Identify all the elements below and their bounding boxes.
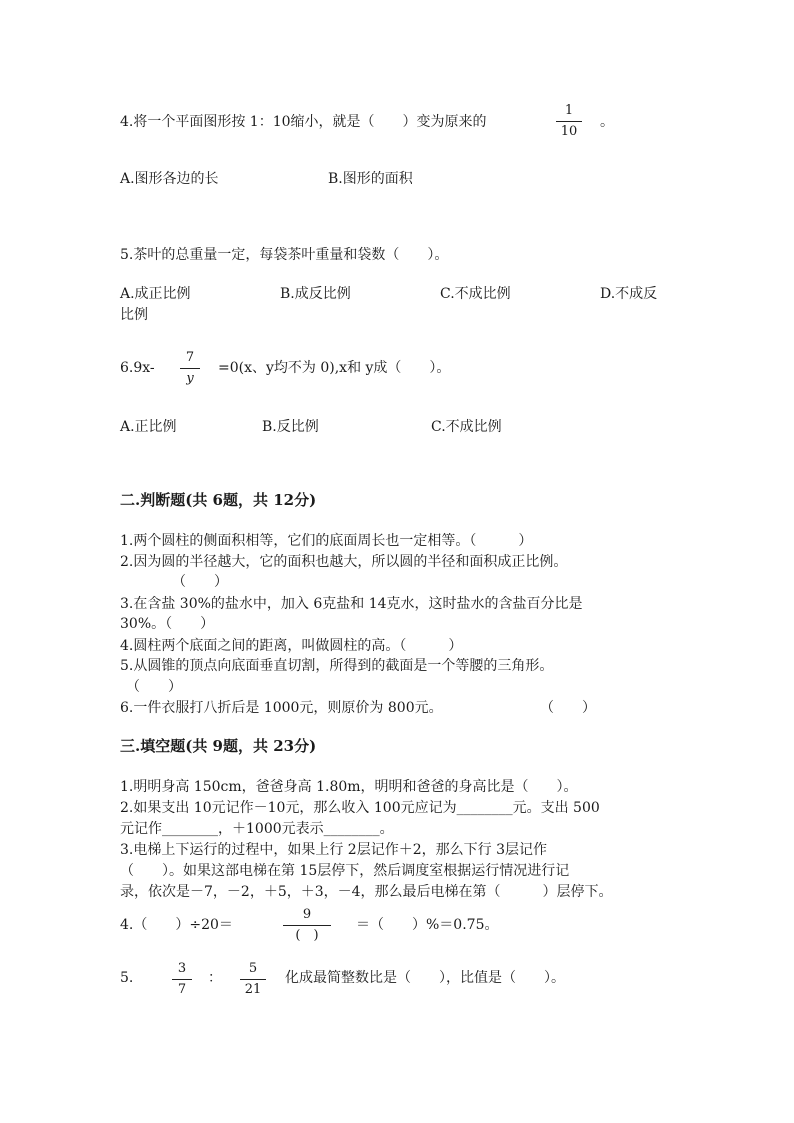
q4-option-b: B.图形的面积	[328, 171, 413, 187]
s3-line-3-wrap: （ ）。如果这部电梯在第 15层停下，然后调度室根据运行情况进行记	[120, 863, 570, 879]
s3-q5-f2-num: 5	[248, 961, 258, 976]
s2-line-4: 4.圆柱两个底面之间的距离，叫做圆柱的高。（ ）	[120, 638, 463, 654]
q4-option-a: A.图形各边的长	[120, 171, 219, 187]
s2-line-6-paren: （ ）	[540, 700, 596, 716]
q6-option-a: A.正比例	[120, 419, 177, 435]
q6-frac-num: 7	[185, 350, 195, 365]
s2-line-3: 3.在含盐 30%的盐水中，加入 6克盐和 14克水，这时盐水的含盐百分比是	[120, 596, 583, 612]
s3-q4-frac-num: 9	[302, 907, 312, 922]
s3-line-2-wrap: 元记作________，＋1000元表示________。	[120, 821, 394, 837]
s3-q4-fraction	[283, 907, 331, 944]
q5-stem: 5.茶叶的总重量一定，每袋茶叶重量和袋数（ ）。	[120, 247, 449, 263]
q5-option-d-wrap: 比例	[120, 307, 148, 323]
s2-line-2: 2.因为圆的半径越大，它的面积也越大，所以圆的半径和面积成正比例。	[120, 554, 568, 570]
s2-line-3-wrap: 30%。（ ）	[120, 616, 215, 632]
q5-option-d: D.不成反	[600, 286, 658, 302]
fraction-bar	[180, 368, 200, 369]
s3-q4-frac-den: ( )	[295, 928, 319, 943]
s3-line-2: 2.如果支出 10元记作－10元，那么收入 100元应记为________元。支出 500	[120, 800, 600, 816]
q6-stem: 6.9x-	[120, 360, 155, 376]
fraction-bar	[556, 121, 582, 122]
s3-line-1: 1.明明身高 150cm，爸爸身高 1.80m，明明和爸爸的身高比是（ ）。	[120, 779, 578, 795]
s3-q4-left: 4.（ ）÷20＝	[120, 917, 233, 933]
q5-option-c: C.不成比例	[440, 286, 511, 302]
s2-line-5-paren: （ ）	[126, 679, 182, 695]
q5-option-a: A.成正比例	[120, 286, 191, 302]
s3-q5-tail: 化成最简整数比是（ ），比值是（ ）。	[285, 970, 565, 986]
s3-q5-f1-den: 7	[177, 982, 187, 997]
s2-line-6: 6.一件衣服打八折后是 1000元，则原价为 800元。	[120, 700, 443, 716]
fraction-bar	[172, 979, 192, 980]
q4-stem-end: 。	[600, 114, 614, 130]
q6-option-b: B.反比例	[262, 419, 319, 435]
s2-line-5: 5.从圆锥的顶点向底面垂直切割，所得到的截面是一个等腰的三角形。	[120, 658, 554, 674]
q5-option-b: B.成反比例	[280, 286, 351, 302]
q4-frac-den: 10	[560, 124, 578, 139]
s3-q5-f1-num: 3	[177, 961, 187, 976]
q4-fraction	[556, 103, 582, 140]
s3-q5-fraction-1	[172, 961, 192, 998]
q6-option-c: C.不成比例	[431, 419, 502, 435]
s3-line-3: 3.电梯上下运行的过程中，如果上行 2层记作＋2，那么下行 3层记作	[120, 842, 547, 858]
q6-fraction	[180, 350, 200, 387]
s3-q5-lead: 5.	[120, 970, 134, 986]
q6-stem-end: =0(x、y均不为 0),x和 y成（ ）。	[218, 360, 451, 376]
fraction-bar	[283, 925, 331, 926]
fraction-bar	[240, 979, 266, 980]
s3-q5-f2-den: 21	[244, 982, 262, 997]
s3-q4-right: ＝（ ）%＝0.75。	[356, 917, 499, 933]
s3-line-3-wrap-2: 录，依次是－7，－2，＋5，＋3，－4，那么最后电梯在第（ ）层停下。	[120, 884, 613, 900]
s3-q5-colon: ：	[208, 970, 222, 986]
q6-frac-den: y	[186, 371, 194, 386]
s2-line-2-paren: （ ）	[172, 574, 228, 590]
section2-title: 二.判断题(共 6题，共 12分)	[120, 491, 317, 509]
q4-stem: 4.将一个平面图形按 1：10缩小，就是（ ）变为原来的	[120, 114, 487, 130]
section3-title: 三.填空题(共 9题，共 23分)	[120, 737, 317, 755]
s2-line-1: 1.两个圆柱的侧面积相等，它们的底面周长也一定相等。（ ）	[120, 533, 533, 549]
q4-frac-num: 1	[564, 103, 574, 118]
s3-q5-fraction-2	[240, 961, 266, 998]
